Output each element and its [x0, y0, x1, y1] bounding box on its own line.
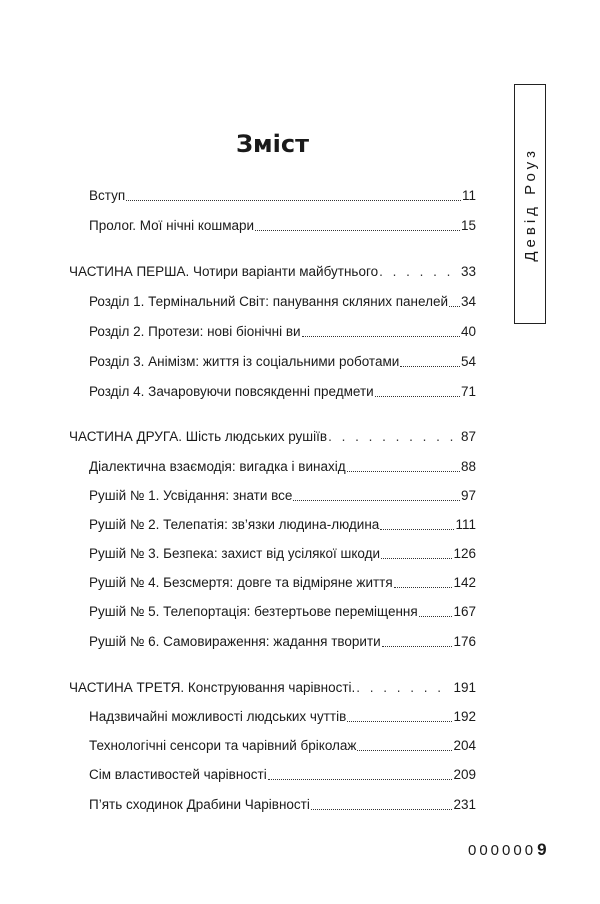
dot-leader: [375, 395, 460, 397]
toc-entry: Технологічні сенсори та чарівний бріколаж 204: [89, 738, 476, 753]
dot-leader: [328, 429, 460, 445]
dot-leader: [302, 335, 460, 337]
dot-leader: [380, 528, 454, 530]
dot-leader: [126, 199, 461, 201]
page-number-value: 9: [537, 840, 547, 859]
toc-entry: Рушій № 6. Самовираження: жадання творити 176: [89, 634, 476, 649]
page-number: [468, 840, 547, 860]
dot-leader: [394, 586, 453, 588]
page-title: Зміст: [235, 130, 310, 158]
dot-leader: [379, 264, 460, 280]
toc-entry: Рушій № 3. Безпека: захист від усілякої шкоди 126: [89, 546, 476, 561]
dot-leader: [449, 305, 460, 307]
toc-entry: Рушій № 2. Телепатія: зв’язки людина-людина 111: [89, 517, 476, 532]
toc-entry: Рушій № 4. Безсмертя: довге та відміряне життя 142: [89, 575, 476, 590]
dot-leader: [255, 229, 460, 231]
page-number-zeros: 000000: [468, 842, 537, 859]
author-name: Девід Роуз: [521, 146, 539, 262]
toc-entry: Діалектична взаємодія: вигадка і винахід 88: [89, 459, 476, 474]
dot-leader: [382, 645, 453, 647]
dot-leader: [293, 499, 460, 501]
toc-entry: Розділ 3. Анімізм: життя із соціальними роботами 54: [89, 354, 476, 369]
toc-entry: Рушій № 5. Телепортація: безтертьове переміщення 167: [89, 604, 476, 619]
dot-leader: [419, 615, 453, 617]
toc-part-heading: ЧАСТИНА ПЕРША. Чотири варіанти майбутнього . . . 33: [69, 264, 476, 280]
toc-entry: Розділ 4. Зачаровуючи повсякденні предмети 71: [89, 384, 476, 399]
dot-leader: [400, 365, 460, 367]
dot-leader: [356, 680, 452, 696]
toc-entry: Надзвичайні можливості людських чуттів 192: [89, 709, 476, 724]
dot-leader: [268, 778, 453, 780]
toc-entry: П’ять сходинок Драбини Чарівності 231: [89, 797, 476, 812]
toc-part-heading: ЧАСТИНА ДРУГА. Шість людських рушіїв . . . 87: [69, 429, 476, 445]
dot-leader: [347, 720, 452, 722]
toc-entry: Вступ 11: [89, 188, 476, 203]
dot-leader: [311, 808, 453, 810]
toc-entry: Сім властивостей чарівності 209: [89, 767, 476, 782]
author-side-tab: [514, 84, 546, 324]
dot-leader: [357, 749, 452, 751]
toc-entry: Розділ 2. Протези: нові біонічні ви 40: [89, 324, 476, 339]
dot-leader: [381, 557, 452, 559]
dot-leader: [347, 470, 460, 472]
toc-entry: Розділ 1. Термінальний Світ: панування скляних панелей 34: [89, 294, 476, 309]
toc-entry: Пролог. Мої нічні кошмари 15: [89, 218, 476, 233]
toc-part-heading: ЧАСТИНА ТРЕТЯ. Конструювання чарівності. . . . 191: [69, 680, 476, 696]
toc-entry: Рушій № 1. Усвідання: знати все 97: [89, 488, 476, 503]
